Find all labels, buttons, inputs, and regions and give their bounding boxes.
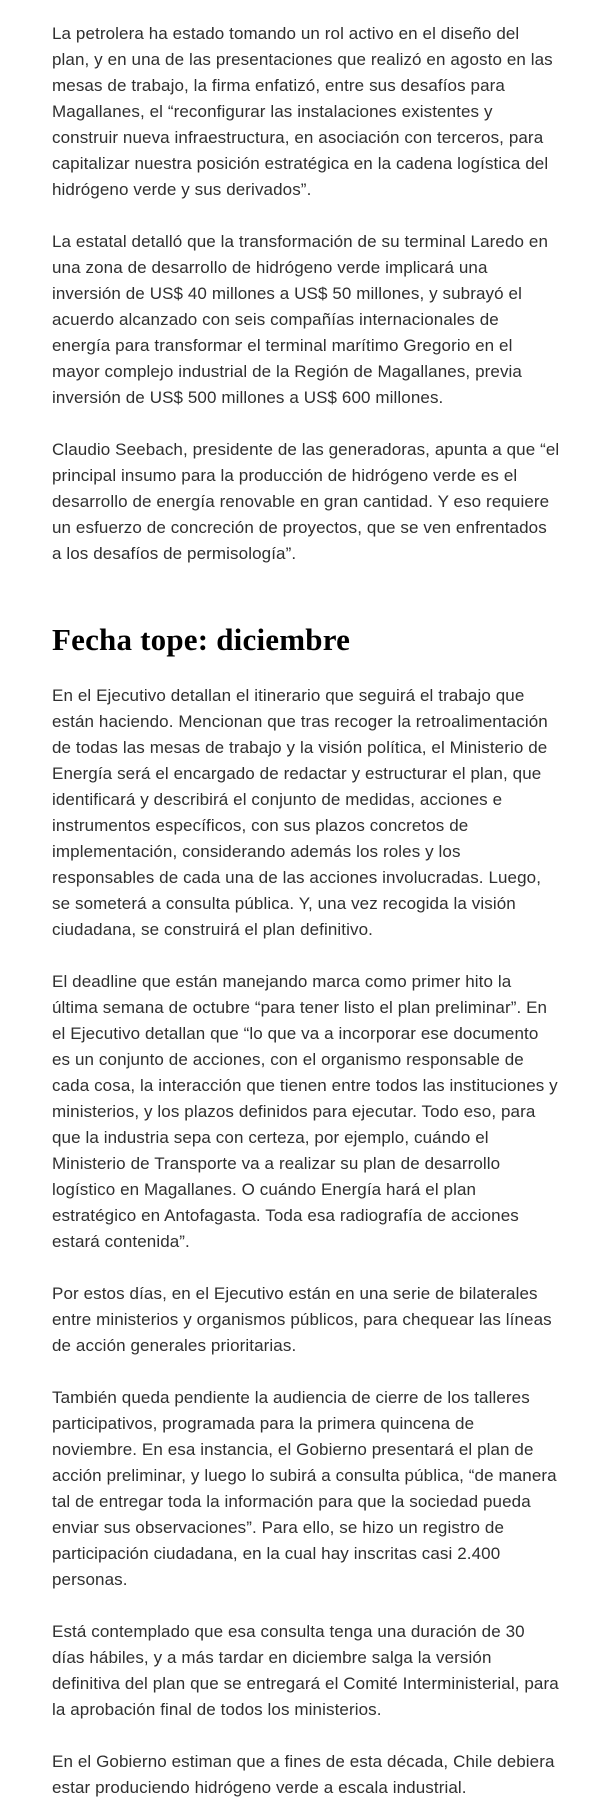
paragraph: En el Ejecutivo detallan el itinerario que seguirá el trabajo que están haciendo. Mencionan que tras recoger la retroalimentación de todas las mesas de trabajo y la visión política, el Ministerio de Energía será el encargado de redactar y estructurar el plan, que identificará y describirá el conjunto de medidas, acciones e instrumentos específicos, con sus plazos concretos de implementación, considerando además los roles y los responsables de cada una de las acciones involucradas. Luego, se someterá a consulta pública. Y, una vez recogida la visión ciudadana, se construirá el plan definitivo. xyxy=(52,686,548,939)
paragraph: Está contemplado que esa consulta tenga una duración de 30 días hábiles, y a más tardar en diciembre salga la versión definitiva del plan que se entregará el Comité Interministerial, para la aprobación final de todos los ministerios. xyxy=(52,1622,559,1719)
paragraph: Por estos días, en el Ejecutivo están en una serie de bilaterales entre ministerios y organismos públicos, para chequear las líneas de acción generales prioritarias. xyxy=(52,1284,552,1355)
paragraph: La petrolera ha estado tomando un rol activo en el diseño del plan, y en una de las presentaciones que realizó en agosto en las mesas de trabajo, la firma enfatizó, entre sus desafíos para Magallanes, el “reconfigurar las instalaciones existentes y construir nueva infraestructura, en asociación con terceros, para capitalizar nuestra posición estratégica en la cadena logística del hidrógeno verde y sus derivados”. xyxy=(52,24,553,199)
paragraph: Claudio Seebach, presidente de las generadoras, apunta a que “el principal insumo para la producción de hidrógeno verde es el desarrollo de energía renovable en gran cantidad. Y eso requiere un esfuerzo de concreción de proyectos, que se ven enfrentados a los desafíos de permisología”. xyxy=(52,440,560,563)
paragraph: En el Gobierno estiman que a fines de esta década, Chile debiera estar produciendo hidrógeno verde a escala industrial. xyxy=(52,1752,555,1797)
paragraph: La estatal detalló que la transformación de su terminal Laredo en una zona de desarrollo de hidrógeno verde implicará una inversión de US$ 40 millones a US$ 50 millones, y subrayó el acuerdo alcanzado con seis compañías internacionales de energía para transformar el terminal marítimo Gregorio en el mayor complejo industrial de la Región de Magallanes, previa inversión de US$ 500 millones a US$ 600 millones. xyxy=(52,232,549,407)
section-heading: Fecha tope: diciembre xyxy=(52,622,351,657)
paragraph: También queda pendiente la audiencia de cierre de los talleres participativos, programada para la primera quincena de noviembre. En esa instancia, el Gobierno presentará el plan de acción preliminar, y luego lo subirá a consulta pública, “de manera tal de entregar toda la información para que la sociedad pueda enviar sus observaciones”. Para ello, se hizo un registro de participación ciudadana, en la cual hay inscritas casi 2.400 personas. xyxy=(52,1388,557,1589)
paragraph: El deadline que están manejando marca como primer hito la última semana de octubre “para tener listo el plan preliminar”. En el Ejecutivo detallan que “lo que va a incorporar ese documento es un conjunto de acciones, con el organismo responsable de cada cosa, la interacción que tienen entre todos las instituciones y ministerios, y los plazos definidos para ejecutar. Todo eso, para que la industria sepa con certeza, por ejemplo, cuándo el Ministerio de Transporte va a realizar su plan de desarrollo logístico en Magallanes. O cuándo Energía hará el plan estratégico en Antofagasta. Toda esa radiografía de acciones estará contenida”. xyxy=(52,972,558,1251)
